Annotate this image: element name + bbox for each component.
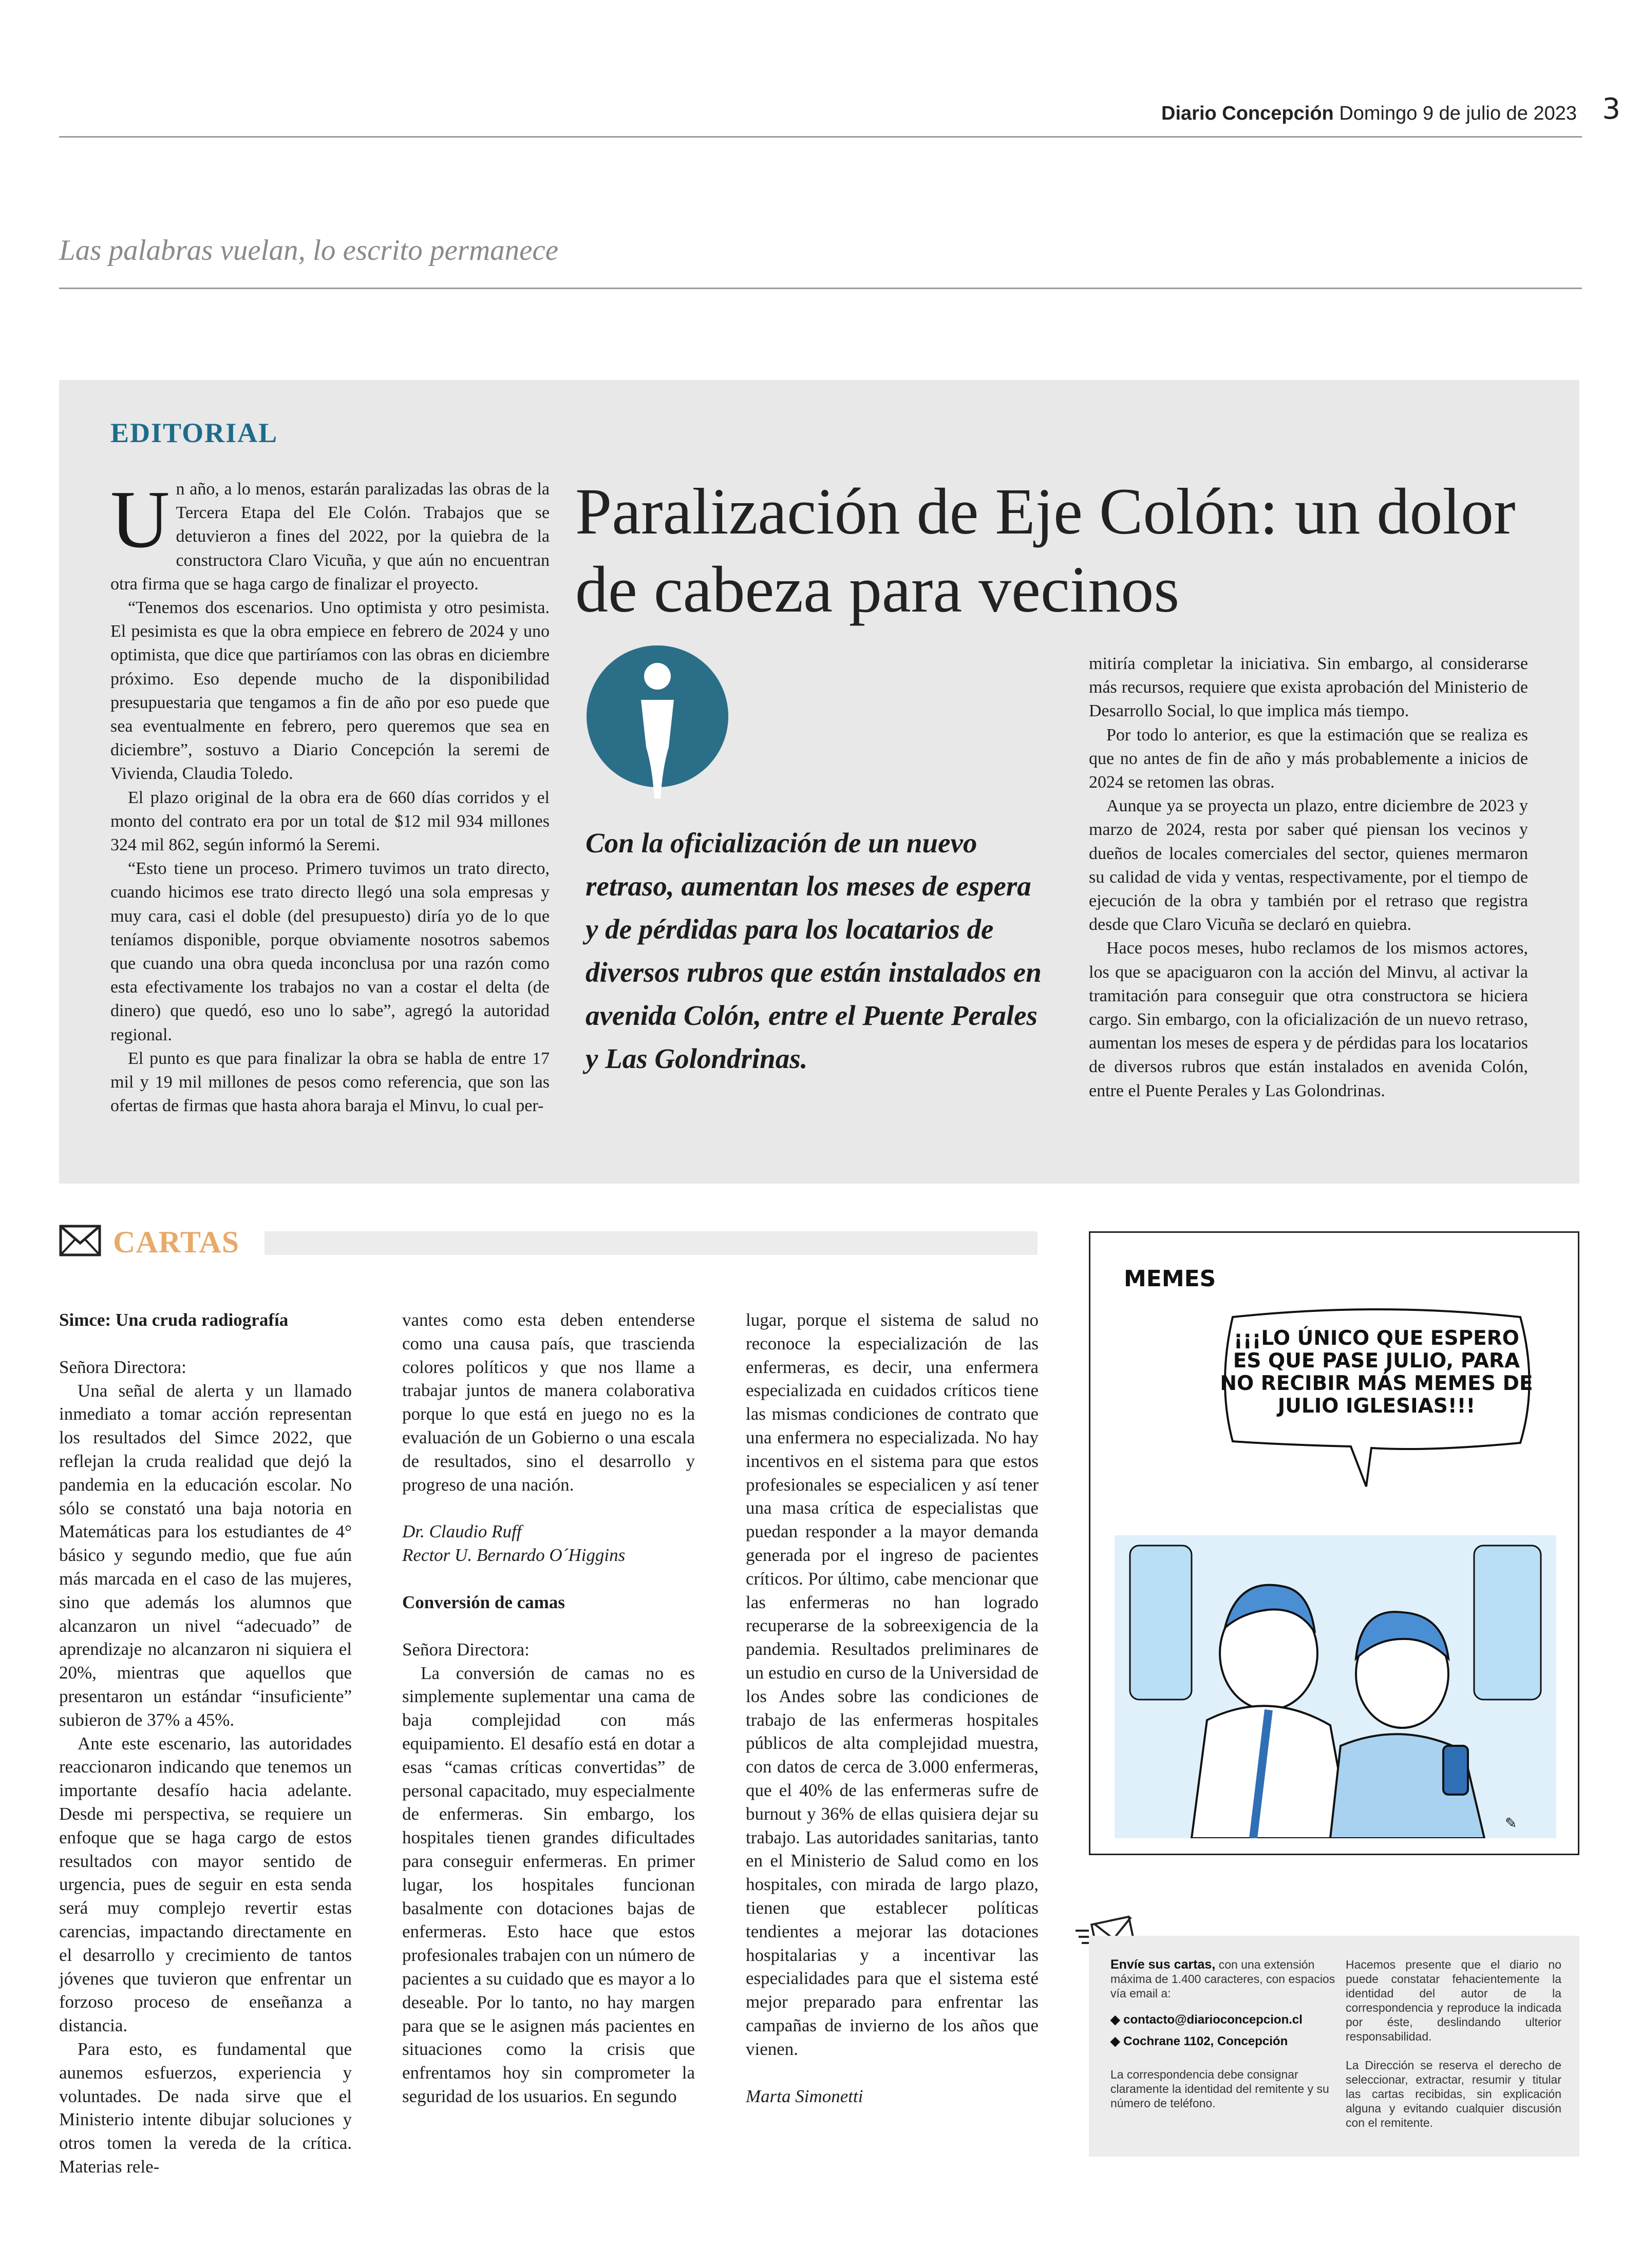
letters-info-left (1110, 1957, 1336, 2110)
editorial-label: EDITORIAL (110, 417, 278, 448)
contact-address: ◆ Cochrane 1102, Concepción (1110, 2034, 1288, 2048)
contact-email[interactable]: ◆ contacto@diarioconcepcion.cl (1110, 2013, 1303, 2027)
drop-cap: U (110, 473, 170, 565)
letter-paragraph: vantes como esta deben entenderse como una causa país, que trascienda colores políticos y que nos llame a trabajar juntos de manera colaborativa porque lo que está en juego no es la evaluación de un Gobierno o una escala de resultados, sino el desarrollo y progreso de una nación. (402, 1310, 695, 1495)
editorial-paragraph: mitiría completar la iniciativa. Sin embargo, al considerarse más recursos, requiere que exista aprobación del Ministerio de Desarrollo Social, lo que implica más tiempo. (1089, 654, 1528, 721)
send-lead: Envíe sus cartas, con una extensión máxima de 1.400 caracteres, con espacios vía email a: (1110, 1957, 1335, 2000)
header-rule (59, 136, 1582, 138)
editorial-paragraph: Aunque ya se proyecta un plazo, entre diciembre de 2023 y marzo de 2024, resta por saber qué piensan los vecinos y dueños de locales comerciales del sector, quienes mermaron su calidad de vida y ventas, respectivamente, por el tiempo de ejecución de la obra y también por el retraso que registra desde que Claro Vicuña se declaró en quiebra. (1089, 796, 1528, 935)
editorial-paragraph: El punto es que para finalizar la obra se habla de entre 17 mil y 19 mil millones de pesos como referencia, que son las ofertas de firmas que hasta ahora baraja el Minvu, lo cual per- (110, 1049, 550, 1116)
editorial-paragraph: Un año, a lo menos, estarán paralizadas las obras de la Tercera Etapa del Ele Colón. Trabajos que se detuvieron a fines del 2022, por la quiebra de la constructora Claro Vicuña, y que aún no encuentran otra firma que se haga cargo de finalizar el proyecto. (110, 473, 550, 594)
info-icon (586, 644, 729, 798)
editorial-column-1 (110, 473, 550, 1118)
svg-text:✎: ✎ (1505, 1815, 1517, 1832)
letters-column-1 (59, 1308, 352, 2179)
letter-salutation: Señora Directora: (402, 1639, 530, 1660)
editorial-title: Paralización de Eje Colón: un dolor de cabeza para vecinos (575, 475, 1516, 626)
letter-paragraph: La conversión de camas no es simplemente suplementar una cama de baja complejidad con más equipamiento. El desafío está en dotar a esas “camas críticas convertidas” de personal capacitado, muy especialmente de enfermeras. Sin embargo, los hospitales tienen grandes dificultades para conseguir enfermeras. En primer lugar, los hospitales funcionan basalmente con dotaciones bajas de enfermeras. Esto hace que estos profesionales trabajen con un número de pacientes a su cuidado que es mayor a lo deseable. Por lo tanto, no hay margen para que se le asignen más pacientes en situaciones como la crisis que enfrentamos hoy sin comprometer la seguridad de los usuarios. En segundo (402, 1663, 695, 2106)
letter-signature-name: Marta Simonetti (746, 2086, 863, 2106)
letter-salutation: Señora Directora: (59, 1357, 186, 1377)
letter-signature-role: Rector U. Bernardo O´Higgins (402, 1545, 626, 1566)
editorial-lead: Con la oficialización de un nuevo retraso, aumentan los meses de espera y de pérdidas para los locatarios de diversos rubros que están instalados en avenida Colón, entre el Puente Perales y Las Golondrinas. (586, 827, 1042, 1074)
masthead (1161, 92, 1620, 126)
letter-paragraph: Una señal de alerta y un llamado inmediato a tomar acción representan los resultados del Simce 2022, que reflejan la cruda realidad que dejó la pandemia en la educación escolar. No sólo se constató una baja notoria en Matemáticas para los estudiantes de 4° básico y segundo medio, que fue aún más marcada en el caso de las mujeres, sino que además los alumnos que alcanzaron un nivel “adecuado” de aprendizaje no alcanzaron ni siquiera el 20%, mientras que aquellos que presentaron un estándar “insuficiente” subieron de 37% a 45%. (59, 1380, 352, 1730)
section-tagline: Las palabras vuelan, lo escrito permanece (59, 234, 559, 266)
cartas-header-bar (265, 1231, 1038, 1255)
send-footnote: La correspondencia debe consignar claramente la identidad del remitente y su número de teléfono. (1110, 2068, 1329, 2110)
editorial-column-3 (1089, 652, 1528, 1103)
editorial-paragraph: El plazo original de la obra era de 660 días corridos y el monto del contrato era por un total de $12 mil 934 millones 324 mil 862, según informó la Seremi. (110, 788, 550, 855)
letter-paragraph: lugar, porque el sistema de salud no reconoce la especialización de las enfermeras, es decir, una enfermera especializada en cuidados críticos tiene las mismas condiciones de contrato que una enfermera no especializada. No hay incentivos en el sistema para que estos profesionales se especialicen y así tener una masa crítica de especialistas que puedan responder a la mayor demanda generada por el ingreso de pacientes críticos. Por último, cabe mencionar que las enfermeras no han logrado recuperarse de la sobreexigencia de la pandemia. Resultados preliminares de un estudio en curso de la Universidad de los Andes sobre las condiciones de trabajo de las enfermeras hospitales públicos de alta complejidad muestra, con datos de cerca de 3.000 enfermeras, que el 40% de las enfermeras sufre de burnout y 36% de ellas quisiera dejar su trabajo. Las autoridades sanitarias, tanto en el Ministerio de Salud como en los hospitales, con mirada de largo plazo, tienen que establecer políticas tendientes a mejorar las dotaciones hospitalarias y a incentivar las especialidades para que el sistema esté mejor preparado para enfrentar las campañas de invierno de los años que vienen. (746, 1310, 1039, 2059)
page-number: 3 (1602, 92, 1620, 126)
brand-name: Diario Concepción (1161, 103, 1334, 124)
letter-paragraph: Para esto, es fundamental que aunemos esfuerzos, experiencia y voluntades. De nada sirve que el Ministerio intente dibujar soluciones y otros tomen la vereda de la crítica. Materias rele- (59, 2038, 352, 2177)
letter-title: Simce: Una cruda radiografía (59, 1310, 289, 1330)
letter-paragraph: Ante este escenario, las autoridades reaccionaron indicando que tenemos un importante desafío hacia adelante. Desde mi perspectiva, se requiere un enfoque que se haga cargo de estos resultados con mayor sentido de urgencia, pues de seguir en esta senda será muy complejo revertir estas carencias, impactando directamente en el desarrollo y crecimiento de tantos jóvenes que tuvieron que enfrentar un forzoso proceso de enseñanza a distancia. (59, 1733, 352, 2036)
editorial-paragraph: Hace pocos meses, hubo reclamos de los mismos actores, los que se apaciguaron con la acción del Minvu, al activar la tramitación para conseguir que otra constructora se hiciera cargo. Sin embargo, con la oficialización de un nuevo retraso, aumentan los meses de espera y de pérdidas para los locatarios de diversos rubros que están instalados en avenida Colón, entre el Puente Perales y Las Golondrinas. (1089, 939, 1528, 1100)
letters-info-right (1346, 1957, 1561, 2144)
cartas-label: CARTAS (113, 1225, 240, 1259)
letters-column-3 (746, 1308, 1039, 2108)
speech-text: ¡¡¡LO ÚNICO QUE ESPERO ES QUE PASE JULIO, PARA NO RECIBIR MÁS MEMES DE JULIO IGLESIAS!!! (1220, 1327, 1533, 1418)
editorial-paragraph: Por todo lo anterior, es que la estimación que se realiza es que no antes de fin de año y más probablemente a inicios de 2024 se retomen las obras. (1089, 725, 1528, 792)
letter-title: Conversión de camas (402, 1592, 565, 1612)
letters-column-2 (402, 1308, 695, 2108)
disclaimer-paragraph: La Dirección se reserva el derecho de seleccionar, extractar, resumir y titular las cartas recibidas, sin explicación alguna y evitando cualquier discusión con el remitente. (1346, 2059, 1561, 2129)
envelope-icon (59, 1225, 101, 1256)
letter-signature-name: Dr. Claudio Ruff (402, 1521, 522, 1542)
issue-date: Domingo 9 de julio de 2023 (1339, 103, 1577, 124)
disclaimer-paragraph: Hacemos presente que el diario no puede constatar fehacientemente la identidad del autor de la correspondencia y reproduce la indicada por éste, deslindando ulterior responsabilidad. (1346, 1958, 1561, 2043)
editorial-paragraph: “Esto tiene un proceso. Primero tuvimos un trato directo, cuando hicimos ese trato directo llegó una sola empresas y muy cara, casi el doble (del presupuesto) diría yo de lo que teníamos disponible, porque obviamente nosotros sabemos que cuando una obra queda inconclusa por una razón como esta efectivamente los trabajos no van a costar el delta (de dinero) que quedó, eso uno lo sabe”, agregó la autoridad regional. (110, 859, 550, 1044)
editorial-paragraph: “Tenemos dos escenarios. Uno optimista y otro pesimista. El pesimista es que la obra empiece en febrero de 2024 y uno optimista, que dice que partiríamos con las obras en diciembre próximo. Eso depende mucho de la disponibilidad presupuestaria que tengamos a fin de año por eso puede que sea eventualmente en febrero, pero queremos que sea en diciembre”, sostuvo a Diario Concepción la seremi de Vivienda, Claudia Toledo. (110, 598, 550, 784)
memes-title: MEMES (1124, 1266, 1216, 1292)
section-rule (59, 288, 1582, 289)
cartoon-illustration (1115, 1504, 1556, 1838)
